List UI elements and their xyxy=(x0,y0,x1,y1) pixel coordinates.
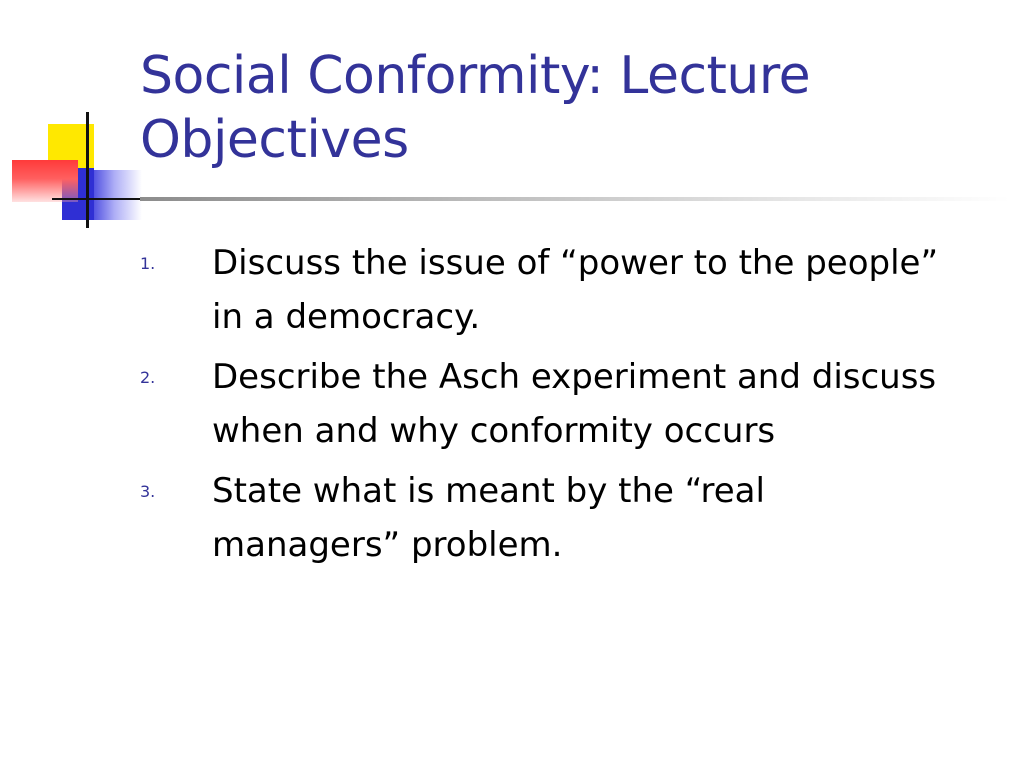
list-item-text: Describe the Asch experiment and discuss when and why conformity occurs xyxy=(212,357,937,451)
list-item xyxy=(140,464,940,572)
vertical-line-decoration xyxy=(86,112,89,228)
list-item-text: Discuss the issue of “power to the people” in a democracy. xyxy=(212,243,939,337)
list-item-text: State what is meant by the “real managers” problem. xyxy=(212,471,765,565)
list-item xyxy=(140,236,940,344)
slide-title: Social Conformity: Lecture Objectives xyxy=(140,46,811,170)
list-number: 3. xyxy=(140,482,156,501)
blue-gradient-decoration xyxy=(92,170,142,220)
list-number: 2. xyxy=(140,368,156,387)
title-underline-rule xyxy=(140,197,1010,201)
red-square-decoration xyxy=(12,160,78,202)
horizontal-line-decoration xyxy=(52,198,144,200)
list-number: 1. xyxy=(140,254,156,273)
list-item xyxy=(140,350,940,458)
objectives-list xyxy=(140,236,940,578)
